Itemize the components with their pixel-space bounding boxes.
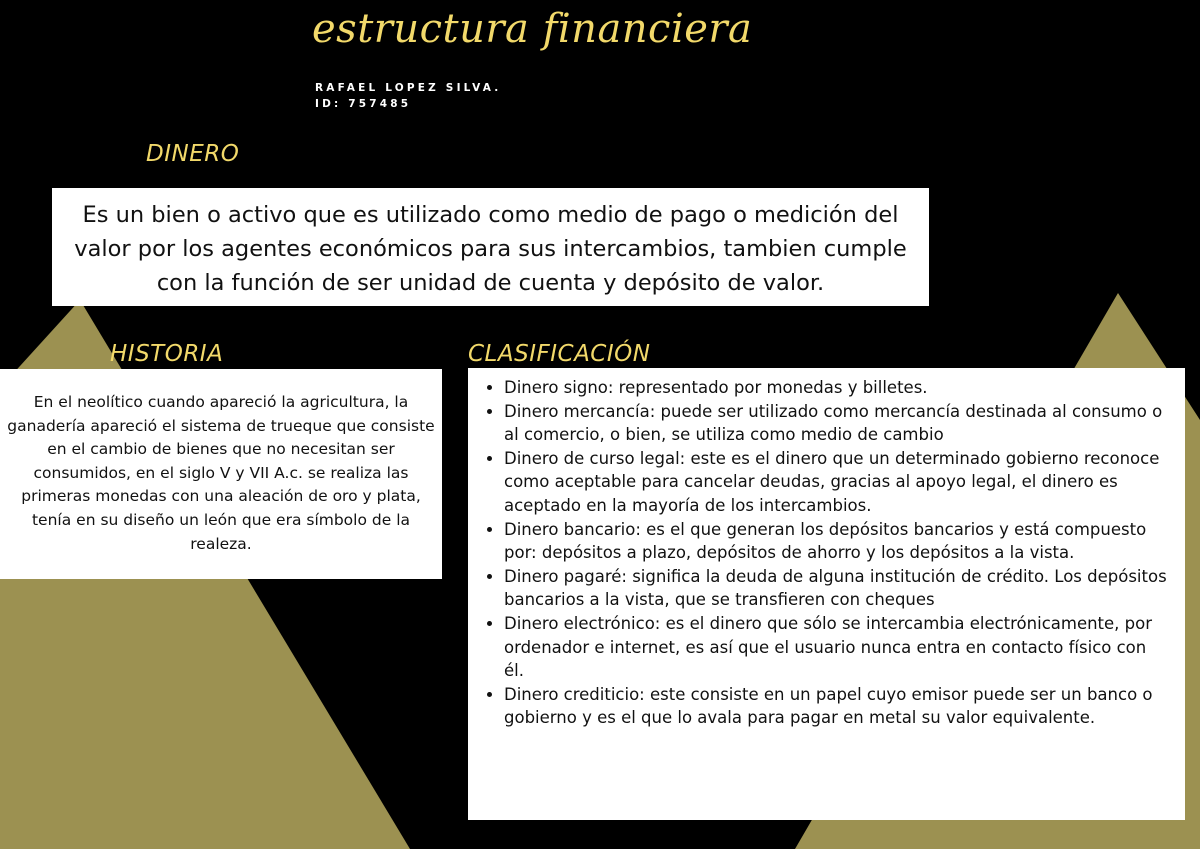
clasificacion-heading: CLASIFICACIÓN <box>468 341 651 367</box>
historia-heading: HISTORIA <box>110 341 224 367</box>
list-item: • Dinero pagaré: significa la deuda de alguna institución de crédito. Los depósitos bancarios a la vista, que se transfieren con cheques <box>504 565 1171 612</box>
list-item: • Dinero signo: representado por monedas y billetes. <box>504 376 1171 400</box>
list-item: • Dinero bancario: es el que generan los depósitos bancarios y está compuesto por: depósitos a plazo, depósitos de ahorro y los depósitos a la vista. <box>504 518 1171 565</box>
author-block <box>315 80 501 112</box>
historia-box <box>0 369 442 579</box>
list-item: • Dinero de curso legal: este es el dinero que un determinado gobierno reconoce como aceptable para cancelar deudas, gracias al apoyo legal, el dinero es aceptado en la mayoría de los intercambios. <box>504 447 1171 518</box>
page-title: estructura financiera <box>312 6 753 52</box>
clasificacion-list <box>482 376 1171 730</box>
clasificacion-box <box>468 368 1185 820</box>
list-item: • Dinero crediticio: este consiste en un papel cuyo emisor puede ser un banco o gobierno y es el que lo avala para pagar en metal su valor equivalente. <box>504 683 1171 730</box>
dinero-heading: DINERO <box>146 141 240 167</box>
author-name: RAFAEL LOPEZ SILVA. <box>315 82 502 94</box>
dinero-definition-text: Es un bien o activo que es utilizado como medio de pago o medición del valor por los agentes económicos para sus intercambios, tambien cumple con la función de ser unidad de cuenta y depósito de valor. <box>74 202 907 296</box>
list-item: • Dinero mercancía: puede ser utilizado como mercancía destinada al consumo o al comercio, o bien, se utiliza como medio de cambio <box>504 400 1171 447</box>
dinero-definition-box <box>52 188 929 306</box>
author-id: ID: 757485 <box>315 98 412 110</box>
historia-text: En el neolítico cuando apareció la agricultura, la ganadería apareció el sistema de trueque que consiste en el cambio de bienes que no necesitan ser consumidos, en el siglo V y VII A.c. se realiza las primeras monedas con una aleación de oro y plata, tenía en su diseño un león que era símbolo de la realeza. <box>7 393 435 553</box>
list-item: • Dinero electrónico: es el dinero que sólo se intercambia electrónicamente, por ordenador e internet, es así que el usuario nunca entra en contacto físico con él. <box>504 612 1171 683</box>
